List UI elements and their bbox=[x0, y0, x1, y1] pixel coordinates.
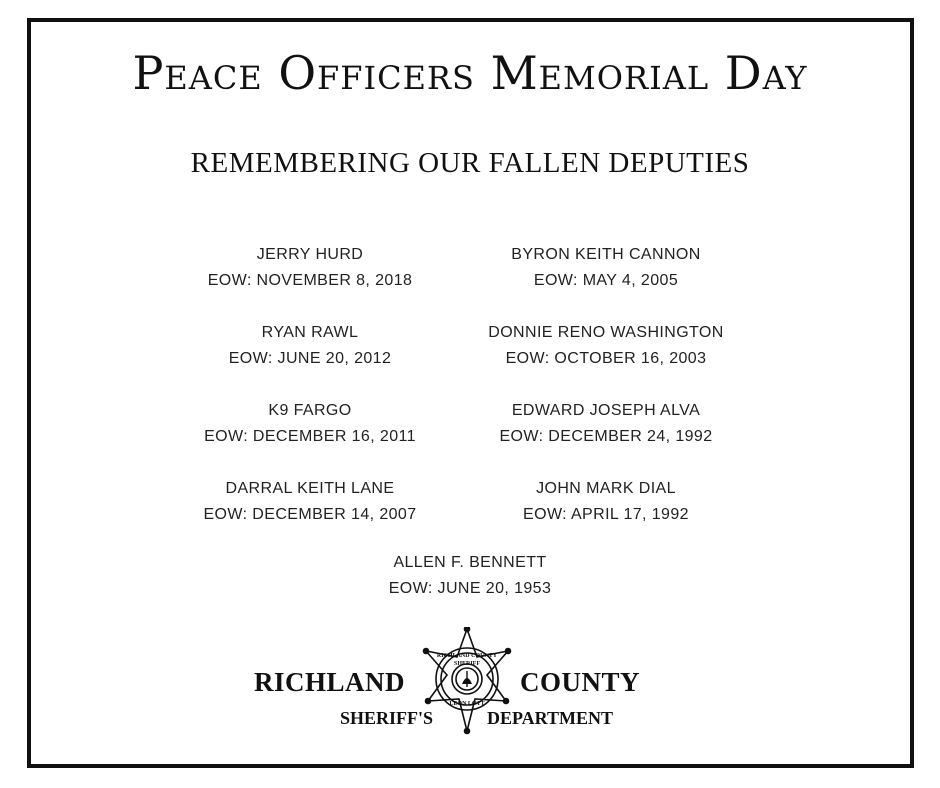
deputy-entry bbox=[320, 550, 620, 602]
logo-word-richland: RICHLAND bbox=[254, 667, 406, 697]
deputy-eow: EOW: JUNE 20, 2012 bbox=[228, 350, 392, 367]
deputy-entry bbox=[456, 476, 756, 528]
deputy-name: JOHN MARK DIAL bbox=[536, 480, 676, 497]
deputy-eow: EOW: NOVEMBER 8, 2018 bbox=[207, 272, 413, 289]
deputy-eow: EOW: DECEMBER 24, 1992 bbox=[499, 428, 713, 445]
deputy-entry bbox=[160, 476, 460, 528]
deputy-name: K9 FARGO bbox=[268, 402, 352, 419]
deputy-name: DARRAL KEITH LANE bbox=[225, 480, 395, 497]
deputy-name: ALLEN F. BENNETT bbox=[393, 554, 547, 571]
logo-word-sheriffs: SHERIFF'S bbox=[340, 708, 434, 728]
badge-text-top: RICHLAND COUNTY bbox=[436, 653, 498, 659]
deputy-entry bbox=[456, 242, 756, 294]
deputy-entry bbox=[160, 398, 460, 450]
deputy-name: RYAN RAWL bbox=[261, 324, 359, 341]
logo-word-county: COUNTY bbox=[520, 667, 641, 697]
deputy-eow: EOW: DECEMBER 14, 2007 bbox=[203, 506, 417, 523]
deputy-eow: EOW: DECEMBER 16, 2011 bbox=[204, 428, 416, 445]
badge-text-bottom: LEON LOTT bbox=[449, 701, 485, 707]
deputy-name: EDWARD JOSEPH ALVA bbox=[511, 402, 701, 419]
deputy-name: DONNIE RENO WASHINGTON bbox=[488, 324, 724, 341]
page-title: Peace Officers Memorial Day bbox=[132, 46, 808, 100]
page-subtitle: REMEMBERING OUR FALLEN DEPUTIES bbox=[190, 147, 750, 179]
badge-text-mid: SHERIFF bbox=[453, 661, 481, 667]
sheriff-department-logo bbox=[250, 625, 670, 745]
deputy-entry bbox=[456, 320, 756, 372]
deputy-eow: EOW: OCTOBER 16, 2003 bbox=[505, 350, 707, 367]
deputy-entry bbox=[456, 398, 756, 450]
deputy-eow: EOW: MAY 4, 2005 bbox=[533, 272, 679, 289]
deputy-entry bbox=[160, 242, 460, 294]
deputy-entry bbox=[160, 320, 460, 372]
sheriff-star-badge-icon bbox=[422, 627, 512, 739]
deputy-name: JERRY HURD bbox=[256, 246, 364, 263]
deputy-name: BYRON KEITH CANNON bbox=[511, 246, 701, 263]
deputy-eow: EOW: JUNE 20, 1953 bbox=[388, 580, 552, 597]
logo-word-department: DEPARTMENT bbox=[487, 708, 614, 728]
deputy-eow: EOW: APRIL 17, 1992 bbox=[523, 506, 689, 523]
